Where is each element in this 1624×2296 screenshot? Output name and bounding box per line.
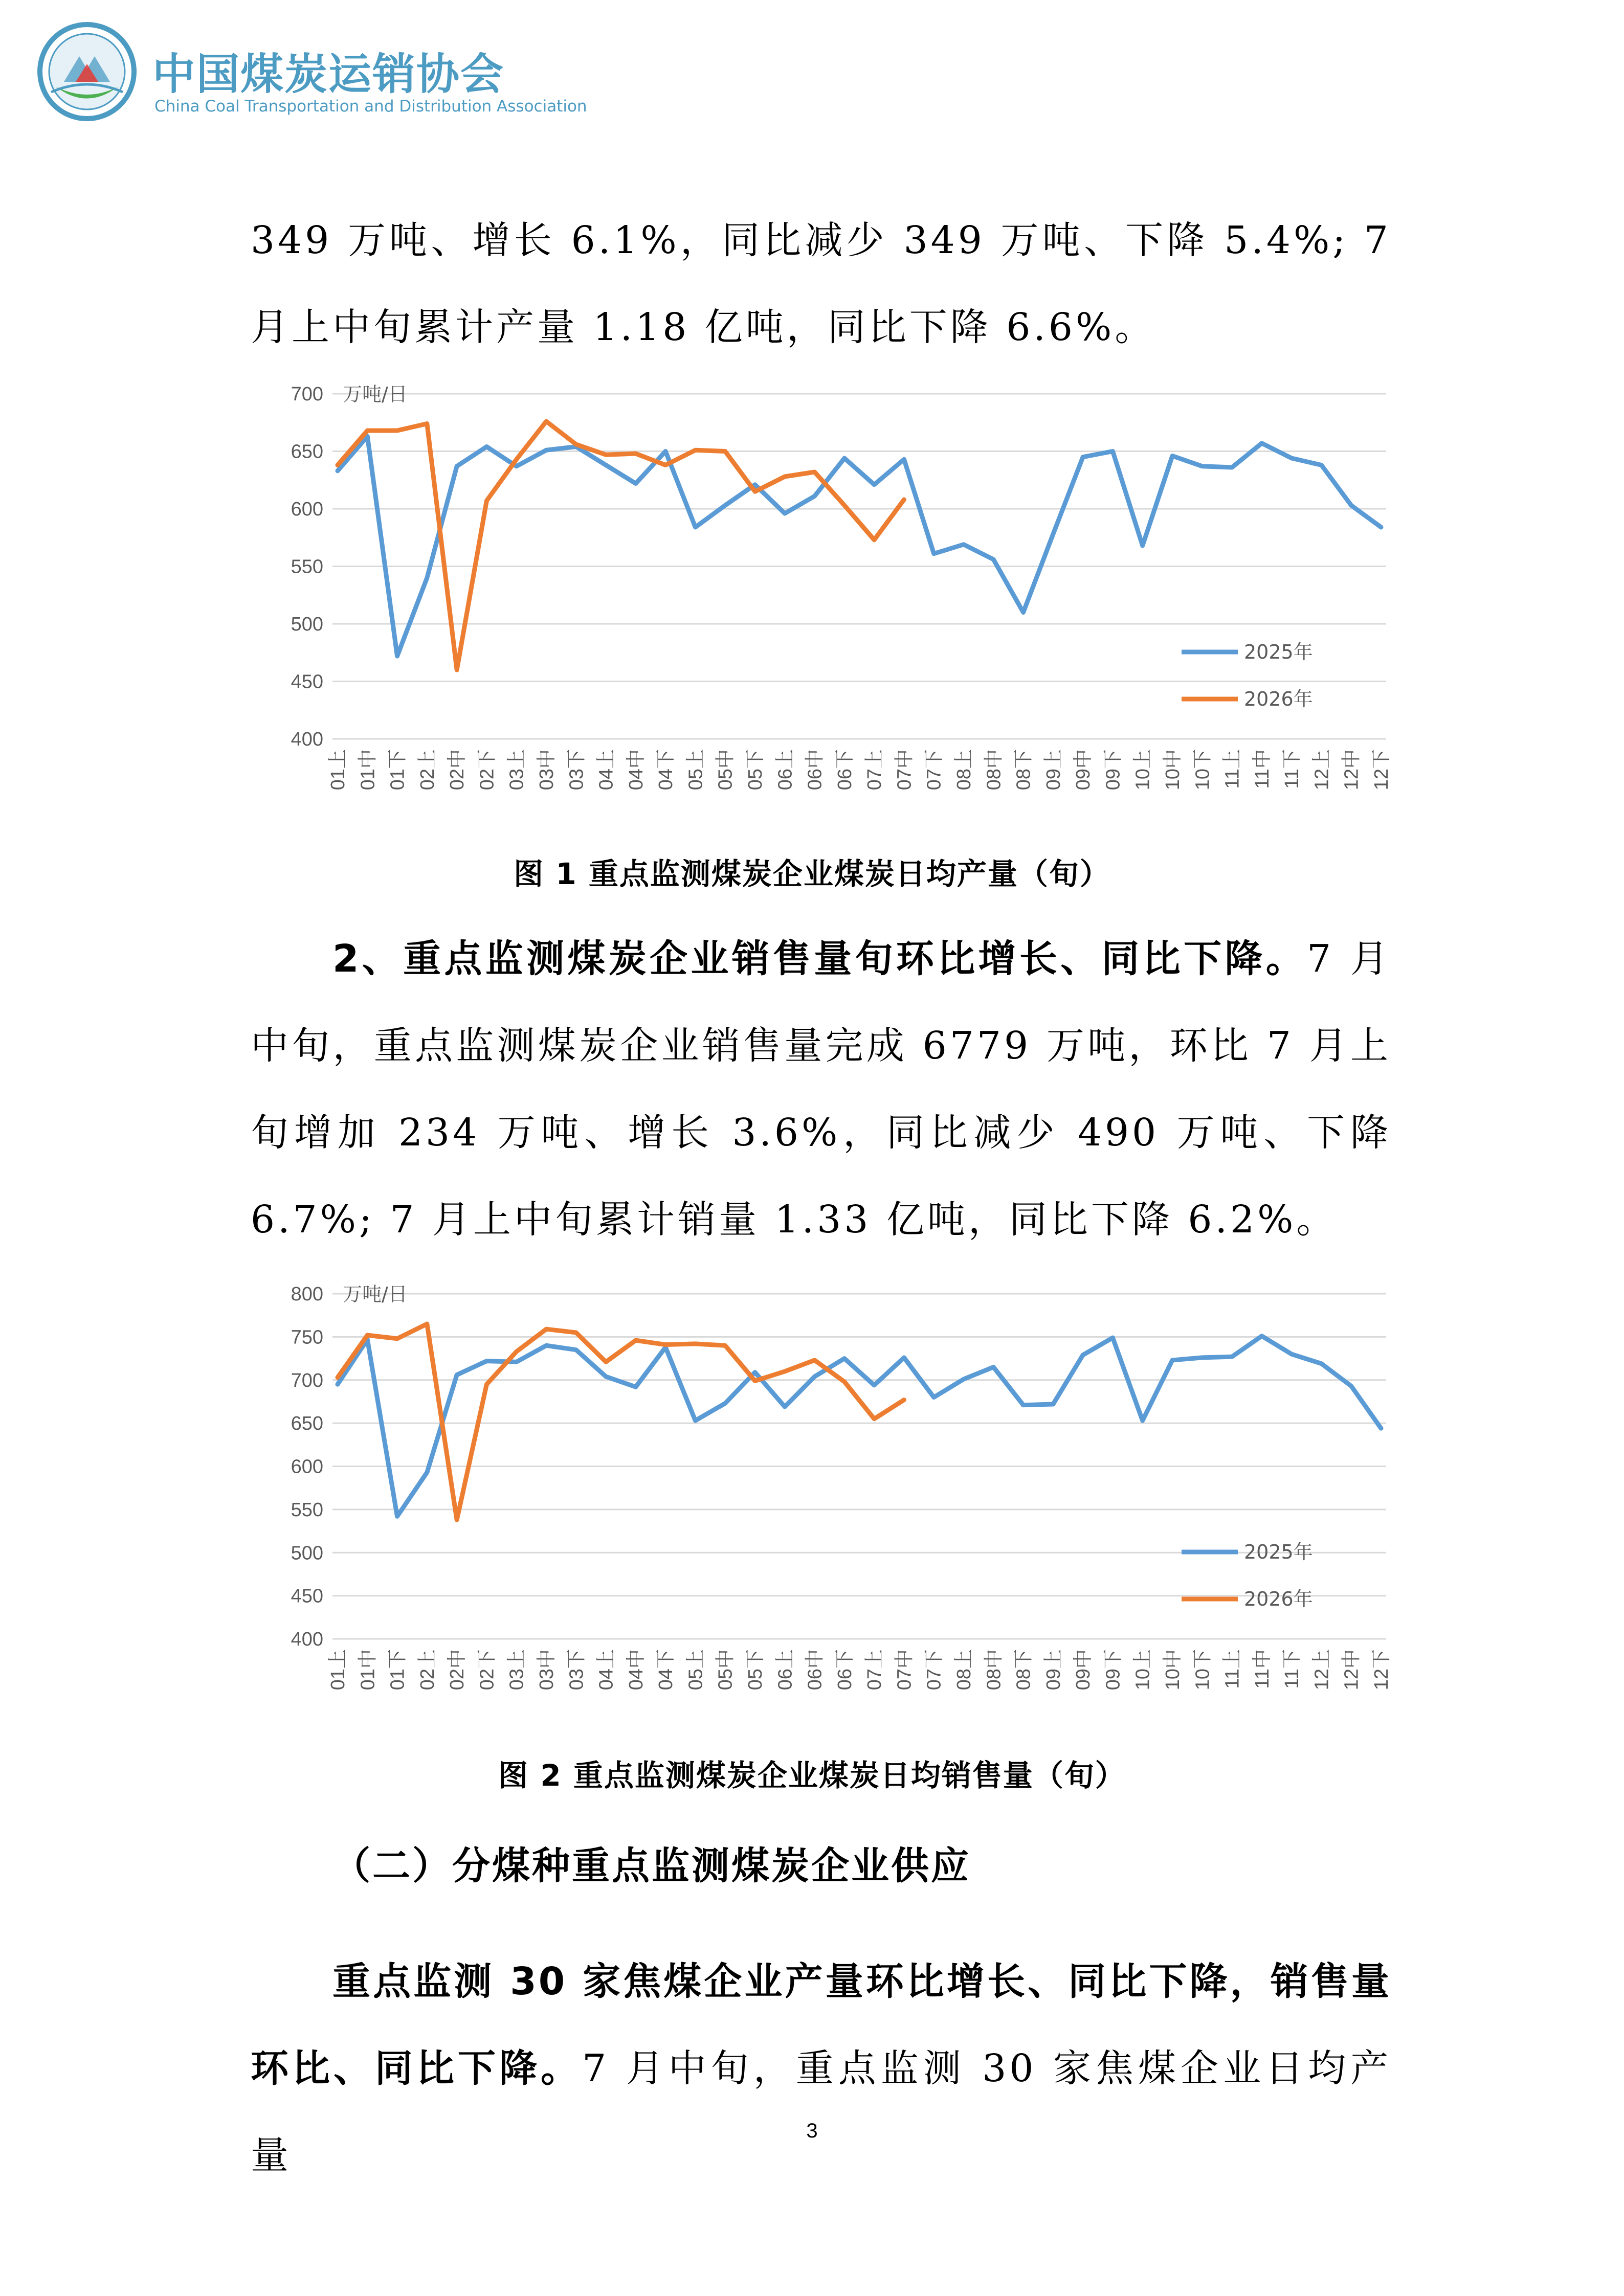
x-tick-label: 10下: [1192, 749, 1214, 791]
x-tick-label: 09中: [1073, 1649, 1095, 1691]
paragraph-coking-body: 7 月中旬，重点监测 30 家焦煤企业日均产量: [251, 2046, 1392, 2177]
x-tick-label: 07中: [894, 749, 916, 791]
x-tick-label: 08上: [953, 749, 975, 791]
x-tick-label: 01下: [387, 1649, 409, 1691]
x-tick-label: 05上: [685, 1649, 707, 1691]
y-tick-label: 550: [291, 1499, 323, 1521]
y-tick-label: 600: [291, 499, 323, 520]
x-tick-label: 12上: [1311, 749, 1333, 791]
y-tick-label: 400: [291, 729, 323, 750]
x-tick-label: 12中: [1341, 749, 1363, 791]
x-tick-label: 08下: [1013, 1649, 1035, 1691]
x-tick-label: 10下: [1192, 1649, 1214, 1691]
y-tick-label: 450: [291, 671, 323, 693]
y-tick-label: 650: [291, 1413, 323, 1435]
x-tick-label: 01下: [387, 749, 409, 791]
x-tick-label: 04下: [655, 749, 677, 791]
paragraph-coking-coal: [251, 1938, 1391, 2199]
chart-svg-1: [256, 368, 1412, 828]
y-tick-label: 500: [291, 1542, 323, 1564]
x-tick-label: 04中: [625, 749, 647, 791]
legend-label: 2025年: [1244, 1541, 1313, 1563]
x-tick-label: 02上: [416, 749, 438, 791]
y-tick-label: 550: [291, 556, 323, 578]
org-name-chinese: 中国煤炭运销协会: [152, 49, 505, 99]
x-tick-label: 02中: [447, 749, 469, 791]
x-tick-label: 03上: [506, 749, 528, 791]
x-tick-label: 02下: [476, 749, 498, 791]
x-tick-label: 05下: [745, 749, 766, 791]
x-tick-label: 09中: [1073, 749, 1095, 791]
x-tick-label: 09下: [1102, 1649, 1124, 1691]
x-tick-label: 04上: [595, 1649, 617, 1691]
paragraph-sales-summary: [251, 915, 1391, 1263]
paragraph-sales-lead: 2、重点监测煤炭企业销售量旬环比增长、同比下降。: [332, 937, 1307, 981]
x-tick-label: 07中: [894, 1649, 916, 1691]
x-tick-label: 05中: [715, 749, 737, 791]
y-tick-label: 750: [291, 1326, 323, 1348]
x-tick-label: 04上: [595, 749, 617, 791]
chart-daily-production: [256, 368, 1412, 828]
legend-label: 2026年: [1244, 688, 1313, 710]
x-tick-label: 11上: [1221, 749, 1243, 789]
x-tick-label: 06下: [834, 1649, 856, 1691]
y-axis-unit-label: 万吨/日: [343, 383, 408, 406]
x-tick-label: 11下: [1281, 749, 1303, 789]
figure-2-caption: 图 2 重点监测煤炭企业煤炭日均销售量（旬）: [498, 1758, 1126, 1793]
org-name-english: China Coal Transportation and Distribution Association: [154, 97, 587, 116]
x-tick-label: 06下: [834, 749, 856, 791]
x-tick-label: 10上: [1132, 1649, 1154, 1691]
x-tick-label: 12中: [1341, 1649, 1363, 1691]
x-tick-label: 09上: [1042, 749, 1064, 791]
x-tick-label: 03中: [536, 749, 558, 791]
x-tick-label: 05中: [715, 1649, 737, 1691]
figure-1-caption: 图 1 重点监测煤炭企业煤炭日均产量（旬）: [514, 857, 1110, 891]
x-tick-label: 03下: [566, 749, 588, 791]
y-tick-label: 400: [291, 1629, 323, 1650]
x-tick-label: 03中: [536, 1649, 558, 1691]
y-tick-label: 450: [291, 1585, 323, 1607]
legend-label: 2025年: [1244, 641, 1313, 663]
x-tick-label: 03上: [506, 1649, 528, 1691]
x-tick-label: 11中: [1251, 1649, 1273, 1689]
y-axis-unit-label: 万吨/日: [343, 1283, 408, 1305]
paragraph-production-summary: 349 万吨、增长 6.1%，同比减少 349 万吨、下降 5.4%; 7 月上中旬累计产量 1.18 亿吨，同比下降 6.6%。: [251, 218, 1391, 349]
paragraph-coking-lead: 重点监测 30 家焦煤企业产量环比增长、同比下降，销售量环比、同比下降。: [251, 1960, 1391, 2090]
x-tick-label: 01中: [357, 749, 379, 791]
x-tick-label: 09下: [1102, 749, 1124, 791]
x-tick-label: 06上: [774, 749, 796, 791]
series-line-2025年: [338, 1336, 1381, 1517]
x-tick-label: 02下: [476, 1649, 498, 1691]
document-header: [36, 20, 650, 128]
section-heading: （二）分煤种重点监测煤炭企业供应: [332, 1844, 971, 1888]
series-line-2026年: [338, 1324, 904, 1520]
association-logo: [36, 20, 138, 123]
y-tick-label: 600: [291, 1456, 323, 1478]
x-tick-label: 07下: [923, 1649, 945, 1691]
x-tick-label: 02上: [416, 1649, 438, 1691]
x-tick-label: 11上: [1221, 1649, 1243, 1689]
x-tick-label: 10中: [1162, 749, 1184, 791]
y-tick-label: 700: [291, 384, 323, 405]
x-tick-label: 06上: [774, 1649, 796, 1691]
series-line-2026年: [338, 421, 904, 670]
x-tick-label: 07上: [864, 749, 886, 791]
x-tick-label: 12上: [1311, 1649, 1333, 1691]
x-tick-label: 08下: [1013, 749, 1035, 791]
y-tick-label: 650: [291, 441, 323, 463]
x-tick-label: 02中: [447, 1649, 469, 1691]
x-tick-label: 04下: [655, 1649, 677, 1691]
x-tick-label: 01中: [357, 1649, 379, 1691]
x-tick-label: 08上: [953, 1649, 975, 1691]
x-tick-label: 06中: [804, 749, 826, 791]
x-tick-label: 06中: [804, 1649, 826, 1691]
legend-label: 2026年: [1244, 1588, 1313, 1610]
x-tick-label: 01上: [327, 1649, 349, 1691]
chart-svg-2: [256, 1268, 1412, 1728]
x-tick-label: 05下: [745, 1649, 766, 1691]
x-tick-label: 08中: [983, 749, 1005, 791]
chart-daily-sales: [256, 1268, 1412, 1728]
x-tick-label: 05上: [685, 749, 707, 791]
x-tick-label: 12下: [1371, 749, 1392, 791]
x-tick-label: 07下: [923, 749, 945, 791]
x-tick-label: 01上: [327, 749, 349, 791]
x-tick-label: 10中: [1162, 1649, 1184, 1691]
x-tick-label: 04中: [625, 1649, 647, 1691]
x-tick-label: 07上: [864, 1649, 886, 1691]
x-tick-label: 11中: [1251, 749, 1273, 789]
x-tick-label: 12下: [1371, 1649, 1392, 1691]
x-tick-label: 10上: [1132, 749, 1154, 791]
y-tick-label: 700: [291, 1369, 323, 1391]
paragraph-sales-body: 7 月中旬，重点监测煤炭企业销售量完成 6779 万吨，环比 7 月上旬增加 234 万吨、增长 3.6%，同比减少 490 万吨、下降 6.7%; 7 月上中旬累计销量 1.33 亿吨，同比下降 6.2%。: [251, 937, 1391, 1242]
y-tick-label: 500: [291, 614, 323, 635]
x-tick-label: 03下: [566, 1649, 588, 1691]
y-tick-label: 800: [291, 1284, 323, 1305]
x-tick-label: 09上: [1042, 1649, 1064, 1691]
page-number: 3: [806, 2120, 818, 2142]
x-tick-label: 11下: [1281, 1649, 1303, 1689]
x-tick-label: 08中: [983, 1649, 1005, 1691]
